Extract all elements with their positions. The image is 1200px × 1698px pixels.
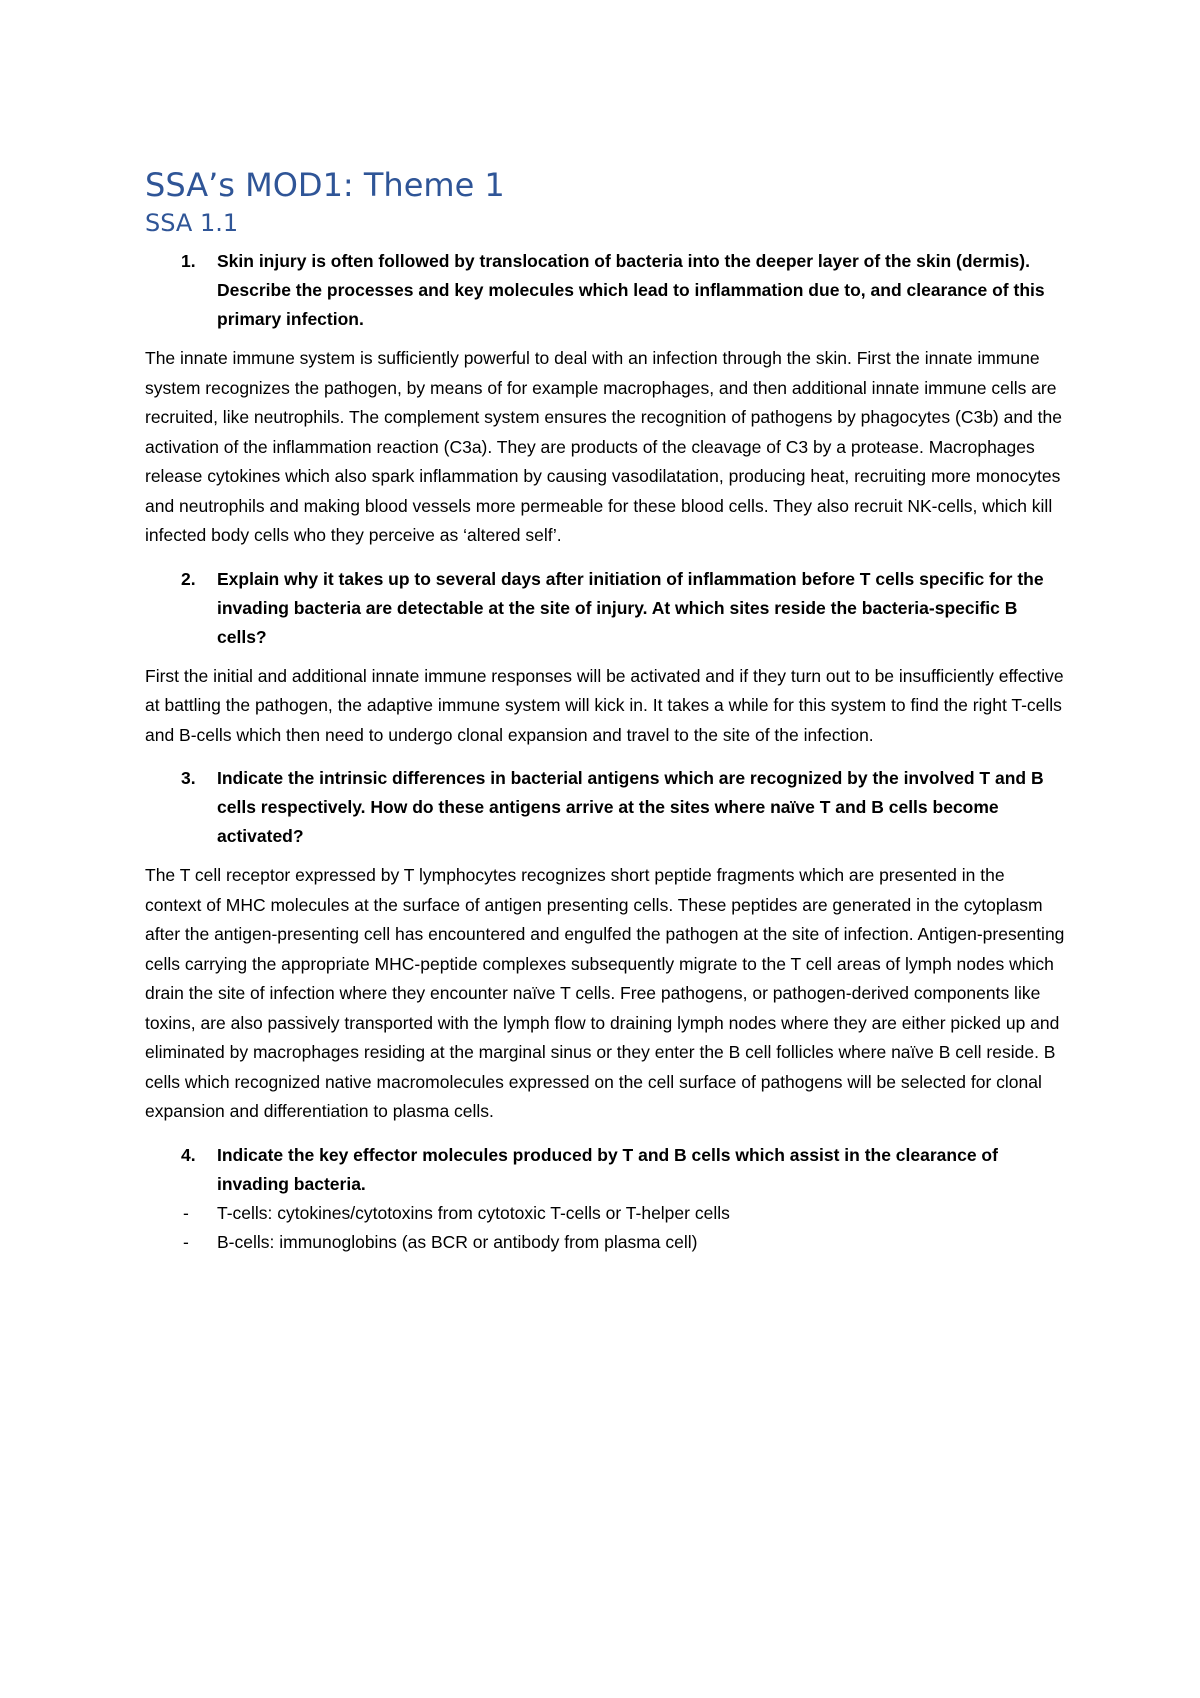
answer-1: The innate immune system is sufficiently powerful to deal with an infection through the skin. First the innate immune system recognizes the pathogen, by means of for example macrophages, and then additional innate immune cells are recruited, like neutrophils. The complement system ensures the recognition of pathogens by phagocytes (C3b) and the activation of the inflammation reaction (C3a). They are products of the cleavage of C3 by a protease. Macrophages release cytokines which also spark inflammation by causing vasodilatation, producing heat, recruiting more monocytes and neutrophils and making blood vessels more permeable for these blood cells. They also recruit NK-cells, which kill infected body cells who they perceive as ‘altered self’. bbox=[145, 348, 1062, 545]
question-3 bbox=[145, 764, 1065, 851]
question-1 bbox=[145, 247, 1065, 334]
document-title: SSA’s MOD1: Theme 1 bbox=[145, 166, 505, 204]
bullet-text: T-cells: cytokines/cytotoxins from cytotoxic T-cells or T-helper cells bbox=[217, 1202, 730, 1223]
question-4 bbox=[145, 1141, 1065, 1199]
question-text: Skin injury is often followed by translocation of bacteria into the deeper layer of the skin (dermis). Describe the processes and key molecules which lead to inflammation due to, and clearance of this primary infection. bbox=[217, 251, 1045, 329]
bullet-item bbox=[145, 1199, 1065, 1228]
question-2 bbox=[145, 565, 1065, 652]
question-text: Explain why it takes up to several days after initiation of inflammation before T cells specific for the invading bacteria are detectable at the site of injury. At which sites reside the bacteria-specific B cells? bbox=[217, 568, 1044, 647]
answer-3: The T cell receptor expressed by T lymphocytes recognizes short peptide fragments which are presented in the context of MHC molecules at the surface of antigen presenting cells. These peptides are generated in the cytoplasm after the antigen-presenting cell has encountered and engulfed the pathogen at the site of infection. Antigen-presenting cells carrying the appropriate MHC-peptide complexes subsequently migrate to the T cell areas of lymph nodes which drain the site of infection where they encounter naïve T cells. Free pathogens, or pathogen-derived components like toxins, are also passively transported with the lymph flow to draining lymph nodes where they are either picked up and eliminated by macrophages residing at the marginal sinus or they enter the B cell follicles where naïve B cell reside. B cells which recognized native macromolecules expressed on the cell surface of pathogens will be selected for clonal expansion and differentiation to plasma cells. bbox=[145, 865, 1065, 1121]
question-number: 1. bbox=[181, 251, 196, 271]
question-number: 2. bbox=[181, 568, 196, 589]
bullet-mark: - bbox=[183, 1202, 189, 1223]
question-number: 4. bbox=[181, 1144, 196, 1165]
question-number: 3. bbox=[181, 768, 196, 788]
document-page bbox=[145, 165, 1065, 1257]
bullet-item bbox=[145, 1228, 1065, 1257]
bullet-text: B-cells: immunoglobins (as BCR or antibody from plasma cell) bbox=[217, 1231, 698, 1252]
section-heading: SSA 1.1 bbox=[145, 209, 239, 237]
question-text: Indicate the key effector molecules produced by T and B cells which assist in the clearance of invading bacteria. bbox=[217, 1144, 998, 1194]
question-text: Indicate the intrinsic differences in bacterial antigens which are recognized by the involved T and B cells respectively. How do these antigens arrive at the sites where naïve T and B cells become activated? bbox=[217, 768, 1044, 846]
answer-2: First the initial and additional innate immune responses will be activated and if they turn out to be insufficiently effective at battling the pathogen, the adaptive immune system will kick in. It takes a while for this system to find the right T-cells and B-cells which then need to undergo clonal expansion and travel to the site of the infection. bbox=[145, 665, 1064, 745]
bullet-mark: - bbox=[183, 1231, 189, 1252]
